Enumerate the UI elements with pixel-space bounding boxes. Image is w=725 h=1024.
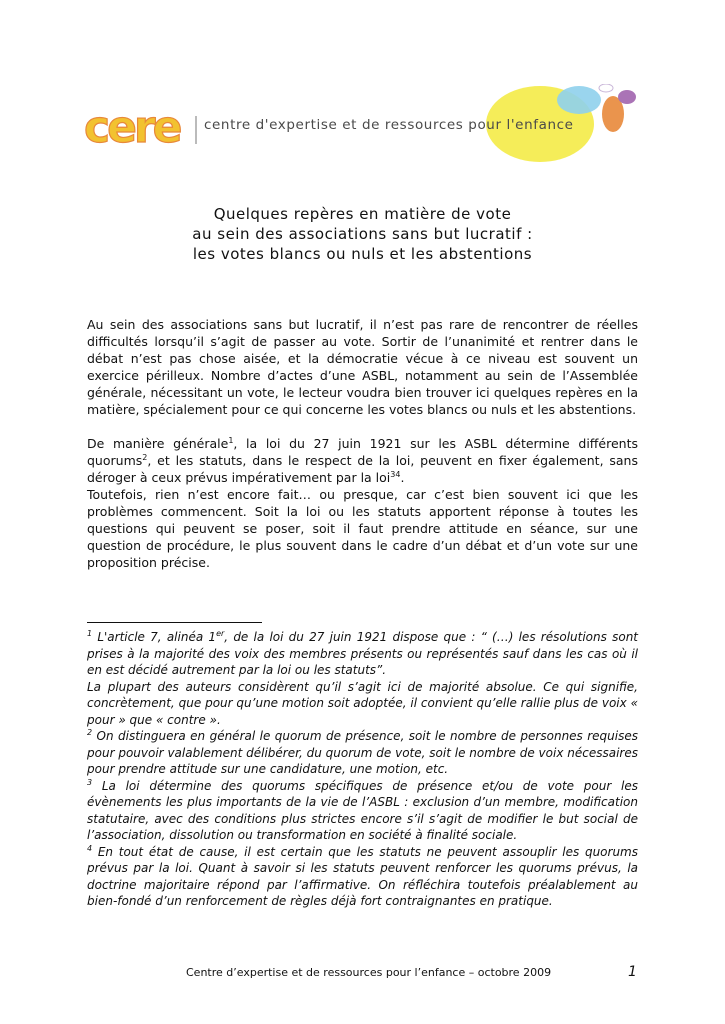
footnote-3-text: La loi détermine des quorums spécifiques de présence et/ou de vote pour les évènements les plus importants de la vie de l’ASBL : exclusion d’un membre, modification statutaire, avec des conditions plus strictes encore s’il s’agit de modifier le but social de l’association, dissolution ou transformation en société à finalité sociale.: [87, 778, 638, 842]
title-line-3: les votes blancs ou nuls et les abstentions: [192, 245, 533, 263]
blue-blob: [557, 86, 601, 114]
paragraph-quorums-text-b: , la loi du 27 juin 1921 sur les ASBL détermine différents quorums: [87, 436, 638, 468]
paragraph-quorums-text-d: .: [400, 470, 405, 485]
footnote-ref-1[interactable]: 1: [228, 435, 234, 445]
title-line-2: au sein des associations sans but lucratif :: [192, 225, 533, 243]
footnote-1-text-b: , de la loi du 27 juin 1921 dispose que : “ (…) les résolutions sont prises à la majorité des voix des membres présents ou représentés sauf dans les cas où il en est décidé autrement par la loi ou les statuts”.: [87, 630, 638, 677]
document-title: [120, 204, 605, 264]
footnote-4-number: 4: [87, 843, 93, 853]
paragraph-toutefois: Toutefois, rien n’est encore fait… ou presque, car c’est bien souvent ici que les problèmes commencent. Soit la loi ou les statuts apportent réponse à toutes les questions qui peuvent se poser, soit il faut prendre attitude en séance, sur une question de procédure, le plus souvent dans le cadre d’un débat et d’un vote sur une proposition précise.: [87, 487, 638, 570]
header-tagline: centre d'expertise et de ressources pour l'enfance: [204, 117, 574, 133]
footnote-1: [87, 629, 638, 679]
title-line-1: Quelques repères en matière de vote: [213, 205, 512, 223]
document-header: [82, 84, 642, 174]
paragraph-quorums: [87, 435, 638, 486]
footnote-ref-2[interactable]: 2: [142, 452, 148, 462]
footnote-1-number: 1: [87, 629, 93, 638]
footnote-3-number: 3: [87, 777, 93, 787]
paragraph-quorums-text-a: De manière générale: [87, 436, 229, 451]
footnote-1-text-a: L'article 7, alinéa 1: [92, 630, 217, 644]
footnote-ref-3-4[interactable]: 34: [390, 469, 401, 479]
page-footer: Centre d’expertise et de ressources pour l’enfance – octobre 2009: [186, 966, 552, 979]
footnote-2-number: 2: [87, 728, 93, 737]
footnote-4-text: En tout état de cause, il est certain que les statuts ne peuvent assouplir les quorums prévus par la loi. Quant à savoir si les statuts peuvent renforcer les quorums prévus, la doctrine majoritaire répond par l’affirmative. On réfléchira toutefois préalablement au bien-fondé d’un renforcement de règles déjà fort contraignantes en pratique.: [87, 844, 638, 908]
purple-blob: [618, 90, 636, 104]
logo-letters: cere: [84, 102, 180, 153]
footnote-1-continuation: La plupart des auteurs considèrent qu’il s’agit ici de majorité absolue. Ce qui signifie, concrètement, que pour qu’une motion soit adoptée, il convient qu’elle rallie plus de voix « pour » que « contre ».: [87, 679, 638, 727]
footnote-3: [87, 778, 638, 844]
footnote-2-text: On distinguera en général le quorum de présence, soit le nombre de personnes requises pour pouvoir valablement délibérer, du quorum de vote, soit le nombre de voix nécessaires pour prendre attitude sur une candidature, une motion, etc.: [87, 729, 638, 776]
footnote-separator: [87, 622, 262, 623]
body-text: [87, 316, 638, 571]
paragraph-quorums-text-c: , et les statuts, dans le respect de la loi, peuvent en fixer également, sans déroger à ceux prévus impérativement par la loi: [87, 453, 638, 485]
footnotes: [87, 629, 638, 910]
footnote-4: [87, 844, 638, 910]
paragraph-intro: Au sein des associations sans but lucratif, il n’est pas rare de rencontrer de réelles difficultés lorsqu’il s’agit de passer au vote. Sortir de l’unanimité et rentrer dans le débat n’est pas chose aisée, et la démocratie vécue à ce niveau est souvent un exercice périlleux. Nombre d’actes d’une ASBL, notamment au sein de l’Assemblée générale, nécessitant un vote, le lecteur voudra bien trouver ici quelques repères en la matière, spécialement pour ce qui concerne les votes blancs ou nuls et les abstentions.: [87, 317, 638, 417]
footnote-2: [87, 728, 638, 778]
page-number: 1: [628, 964, 637, 980]
footnote-1-sup: er: [216, 629, 225, 638]
